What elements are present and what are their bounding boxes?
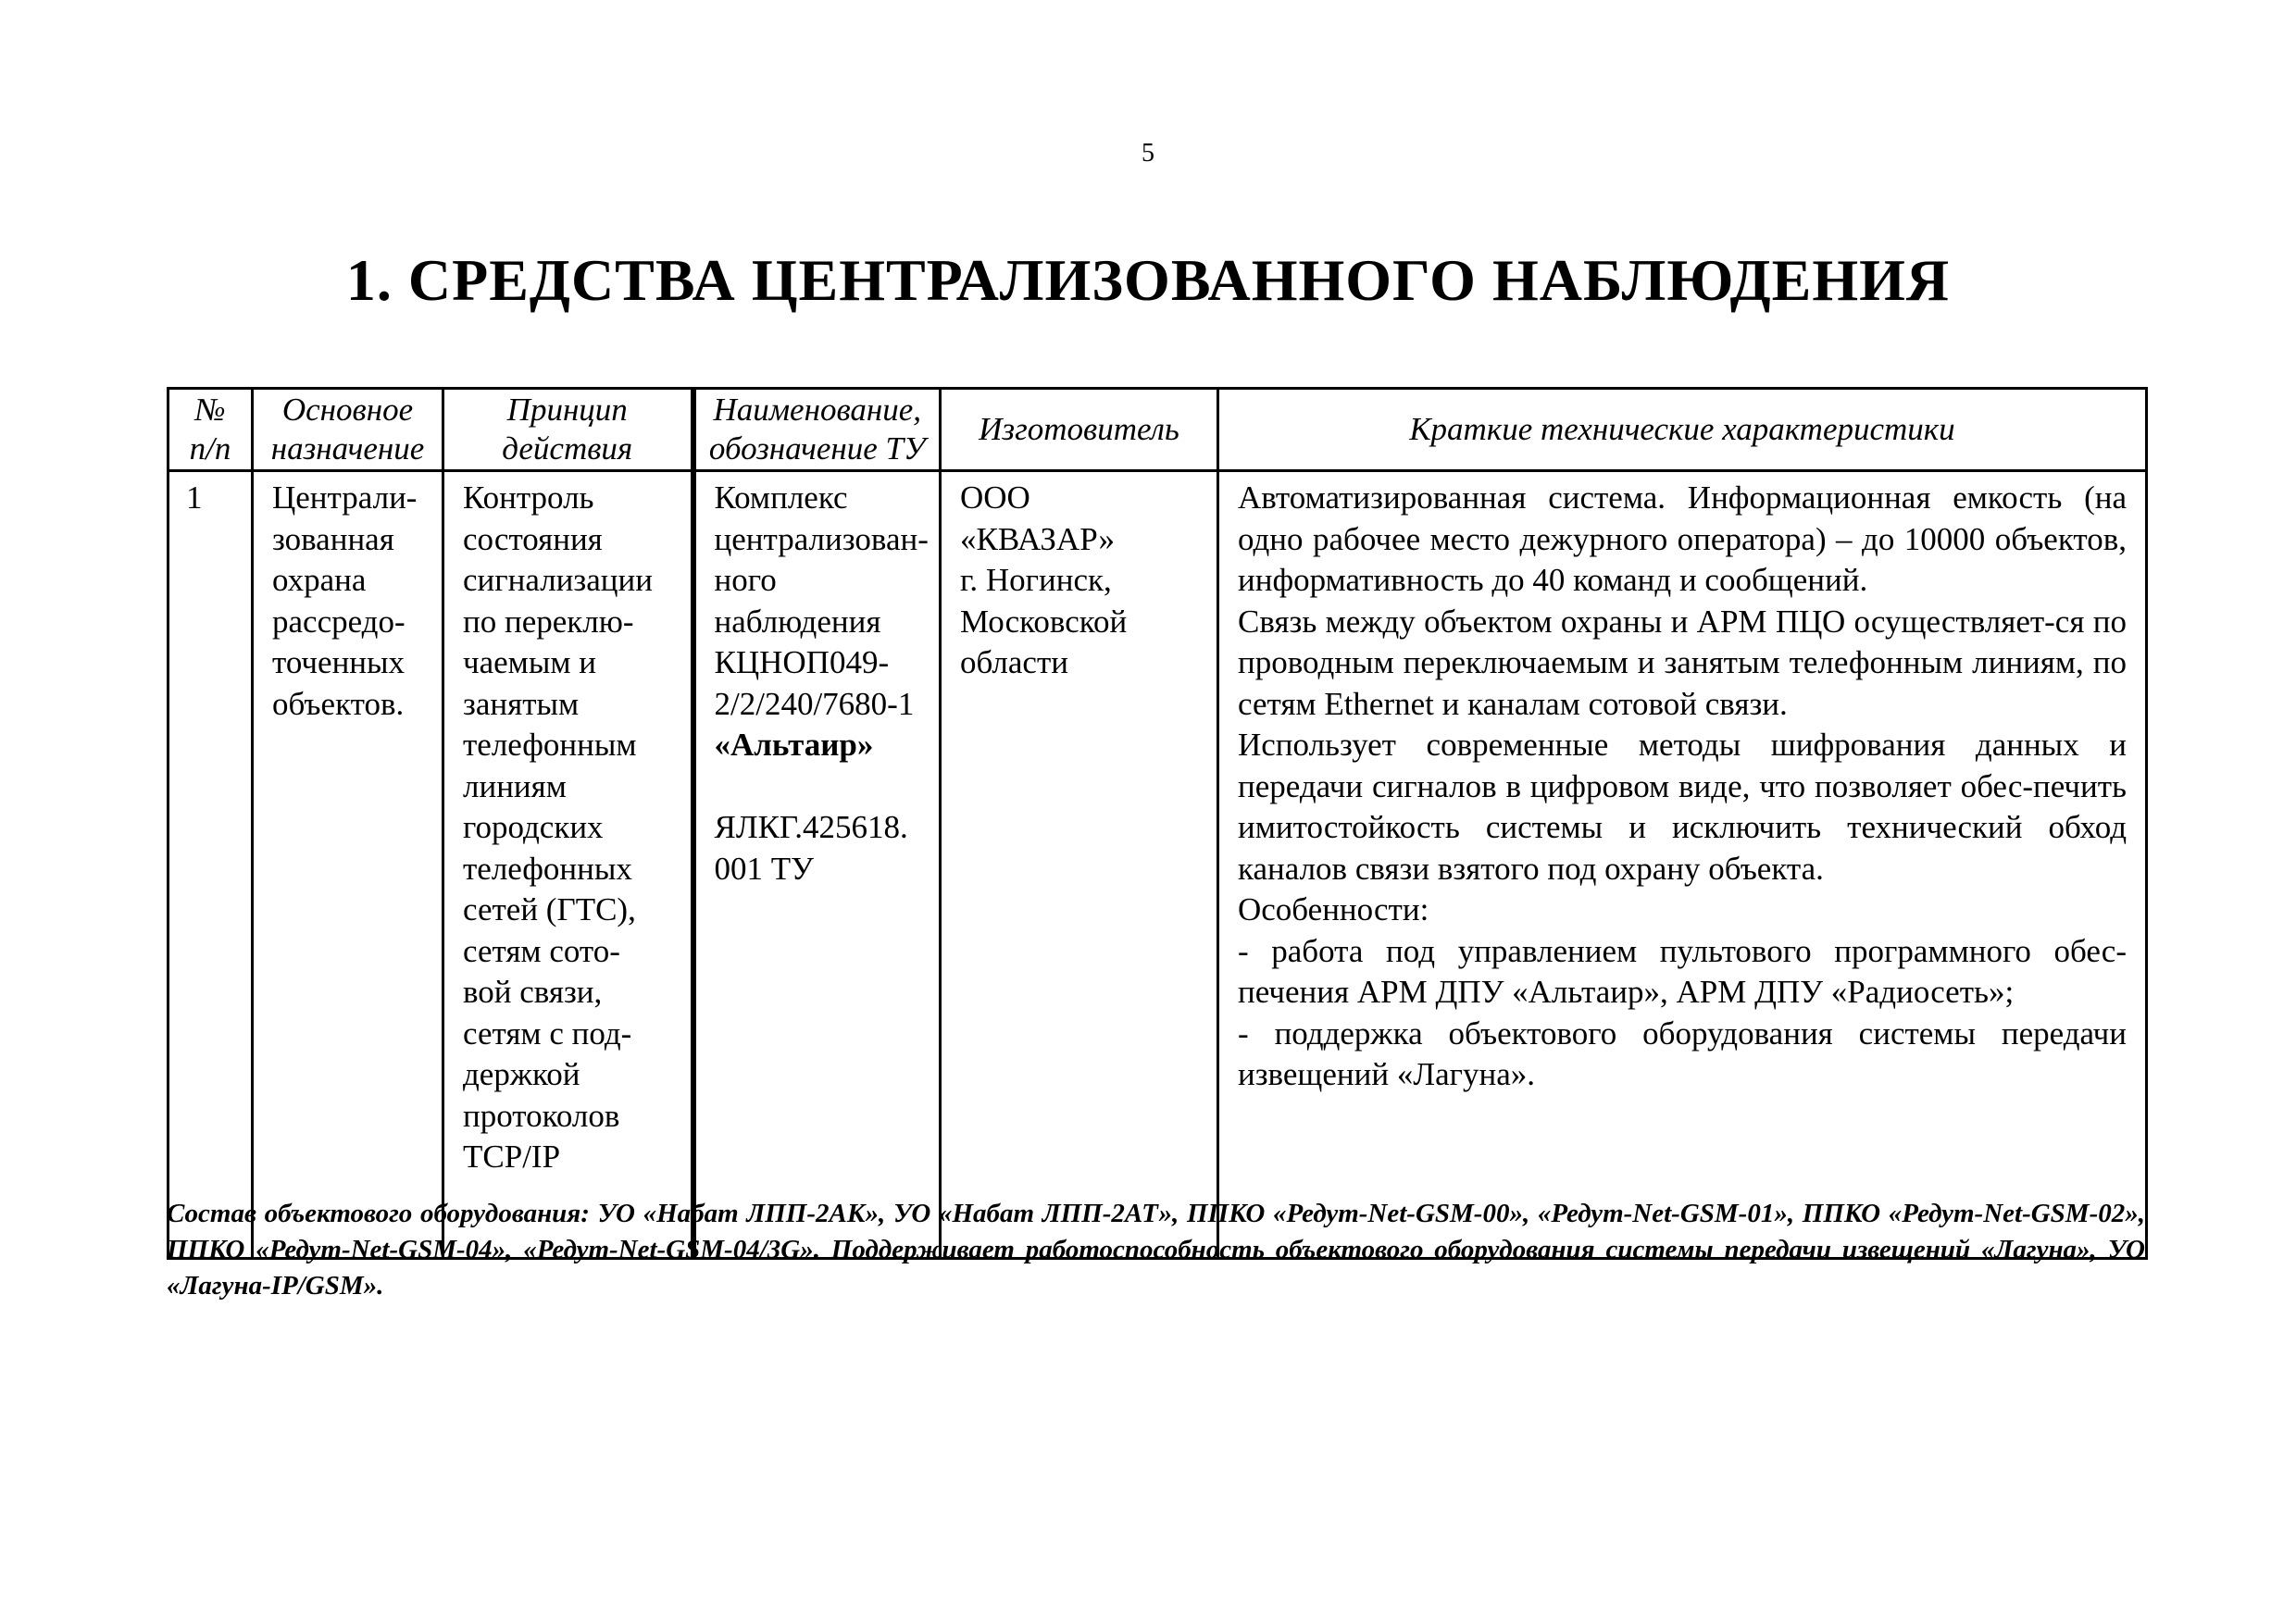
equipment-table: [167, 387, 2148, 1260]
section-title: 1. СРЕДСТВА ЦЕНТРАЛИЗОВАННОГО НАБЛЮДЕНИЯ: [345, 247, 1951, 313]
table-row: [168, 471, 2147, 1259]
header-purpose: Основное назначение: [253, 389, 443, 471]
characteristics-cell: [1218, 471, 2147, 1259]
table-header-row: [168, 389, 2147, 471]
characteristics-paragraph: Автоматизированная система. Информационная емкость (на одно рабочее место дежурного оператора) – до 10000 объектов, информативность до 40 команд и сообщений.: [1238, 479, 2127, 598]
characteristics-paragraph: - работа под управлением пультового программного обес-печения АРМ ДПУ «Альтаир», АРМ ДПУ «Радиосеть»;: [1238, 932, 2127, 1010]
header-characteristics: Краткие технические характеристики: [1218, 389, 2147, 471]
name-cell: Комплекс централизован- ного наблюдения КЦНОП049- 2/2/240/7680-1 «Альтаир» ЯЛКГ.425618. 001 ТУ: [693, 471, 941, 1259]
equipment-note: Состав объектового оборудования: УО «Набат ЛПП-2АК», УО «Набат ЛПП-2АТ», ППКО «Редут-Net-GSM-00», «Редут-Net-GSM-01», ППКО «Редут-Net-GSM-02», ППКО «Редут-Net-GSM-04», «Редут-Net-GSM-04/3G». Поддерживает работоспособность объектового оборудования системы передачи извещений «Лагуна», УО «Лагуна-IP/GSM».: [167, 1199, 2145, 1301]
manufacturer-cell: ООО «КВАЗАР» г. Ногинск, Московской области: [941, 471, 1218, 1259]
header-name: Наименование, обозначение ТУ: [693, 389, 941, 471]
characteristics-paragraph: Использует современные методы шифрования данных и передачи сигналов в цифровом виде, что позволяет обес-печить имитостойкость системы и исключить технический обход каналов связи взятого под охрану объекта.: [1238, 727, 2127, 887]
row-number: 1: [168, 471, 253, 1259]
product-name: «Альтаир»: [714, 727, 874, 763]
header-manufacturer: Изготовитель: [941, 389, 1218, 471]
purpose-cell: Централи- зованная охрана рассредо- точенных объектов.: [253, 471, 443, 1259]
principle-cell: Контроль состояния сигнализации по переклю- чаемым и занятым телефонным линиям городских телефонных сетей (ГТС), сетям сото- вой связи, сетям с под- держкой протоколов TCP/IP: [443, 471, 693, 1259]
characteristics-paragraph: Особенности:: [1238, 891, 1429, 927]
characteristics-paragraph: Связь между объектом охраны и АРМ ПЦО осуществляет-ся по проводным переключаемым и занятым телефонным линиям, по сетям Ethernet и каналам сотовой связи.: [1238, 603, 2127, 722]
characteristics-paragraph: - поддержка объектового оборудования системы передачи извещений «Лагуна».: [1238, 1014, 2127, 1092]
header-principle: Принцип действия: [443, 389, 693, 471]
header-number: № п/п: [168, 389, 253, 471]
page-number: 5: [1142, 139, 1154, 168]
